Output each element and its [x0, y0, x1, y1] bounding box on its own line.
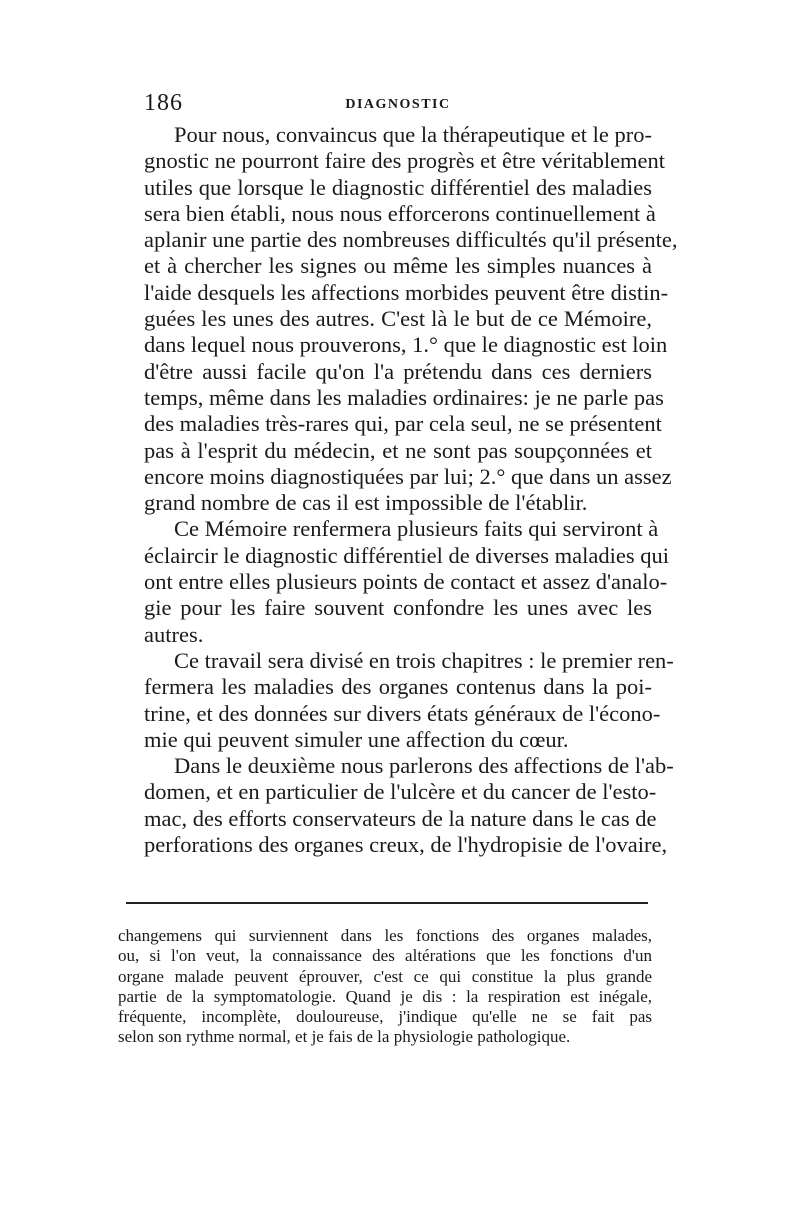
- text-line: perforations des organes creux, de l'hydropisie de l'ovaire,: [144, 832, 668, 858]
- footnote-divider: [126, 902, 648, 904]
- text-line: pas à l'esprit du médecin, et ne sont pas soupçonnées et: [144, 437, 652, 463]
- text-line: d'être aussi facile qu'on l'a prétendu dans ces derniers: [144, 358, 652, 384]
- text-line: fermera les maladies des organes contenus dans la poi-: [144, 674, 652, 700]
- text-line: gie pour les faire souvent confondre les unes avec les: [144, 595, 652, 621]
- text-line: gnostic ne pourront faire des progrès et être véritablement: [144, 148, 666, 174]
- text-line: Ce travail sera divisé en trois chapitres : le premier ren-: [174, 647, 674, 673]
- text-line: aplanir une partie des nombreuses difficultés qu'il présente,: [144, 227, 678, 253]
- text-line: Ce Mémoire renfermera plusieurs faits qui serviront à: [174, 516, 659, 542]
- text-line: domen, et en particulier de l'ulcère et du cancer de l'esto-: [144, 779, 657, 805]
- running-head: DIAGNOSTIC: [345, 97, 451, 112]
- footnote-line: organe malade peuvent éprouver, c'est ce qui constitue la plus grande: [118, 966, 652, 986]
- text-line: mac, des efforts conservateurs de la nature dans le cas de: [144, 805, 657, 831]
- page-header: [144, 90, 652, 120]
- text-line: Dans le deuxième nous parlerons des affections de l'ab-: [174, 753, 674, 779]
- text-line: utiles que lorsque le diagnostic différentiel des maladies: [144, 174, 652, 200]
- text-line: éclaircir le diagnostic différentiel de diverses maladies qui: [144, 542, 670, 568]
- text-line: autres.: [144, 621, 204, 647]
- text-line: encore moins diagnostiquées par lui; 2.° que dans un assez: [144, 463, 672, 489]
- text-line: et à chercher les signes ou même les simples nuances à: [144, 253, 652, 279]
- text-line: guées les unes des autres. C'est là le but de ce Mémoire,: [144, 306, 652, 332]
- text-line: dans lequel nous prouverons, 1.° que le diagnostic est loin: [144, 332, 668, 358]
- footnote: [118, 926, 652, 1048]
- footnote-line: changemens qui surviennent dans les fonctions des organes malades,: [118, 926, 652, 945]
- text-line: trine, et des données sur divers états généraux de l'écono-: [144, 700, 661, 726]
- text-line: ont entre elles plusieurs points de contact et assez d'analo-: [144, 569, 668, 595]
- text-line: temps, même dans les maladies ordinaires: je ne parle pas: [144, 384, 664, 410]
- text-line: grand nombre de cas il est impossible de l'établir.: [144, 490, 588, 516]
- text-line: mie qui peuvent simuler une affection du cœur.: [144, 726, 569, 752]
- text-line: l'aide desquels les affections morbides peuvent être distin-: [144, 279, 669, 305]
- main-text: [144, 122, 678, 858]
- footnote-line: fréquente, incomplète, douloureuse, j'indique qu'elle ne se fait pas: [118, 1007, 652, 1027]
- footnote-line: ou, si l'on veut, la connaissance des altérations que les fonctions d'un: [118, 946, 652, 966]
- footnote-line: selon son rythme normal, et je fais de la physiologie pathologique.: [118, 1027, 571, 1047]
- text-line: des maladies très-rares qui, par cela seul, ne se présentent: [144, 411, 662, 437]
- text-line: Pour nous, convaincus que la thérapeutique et le pro-: [174, 122, 652, 147]
- footnote-line: partie de la symptomatologie. Quand je dis : la respiration est inégale,: [118, 986, 652, 1006]
- text-line: sera bien établi, nous nous efforcerons continuellement à: [144, 200, 656, 226]
- page-number: 186: [144, 90, 183, 116]
